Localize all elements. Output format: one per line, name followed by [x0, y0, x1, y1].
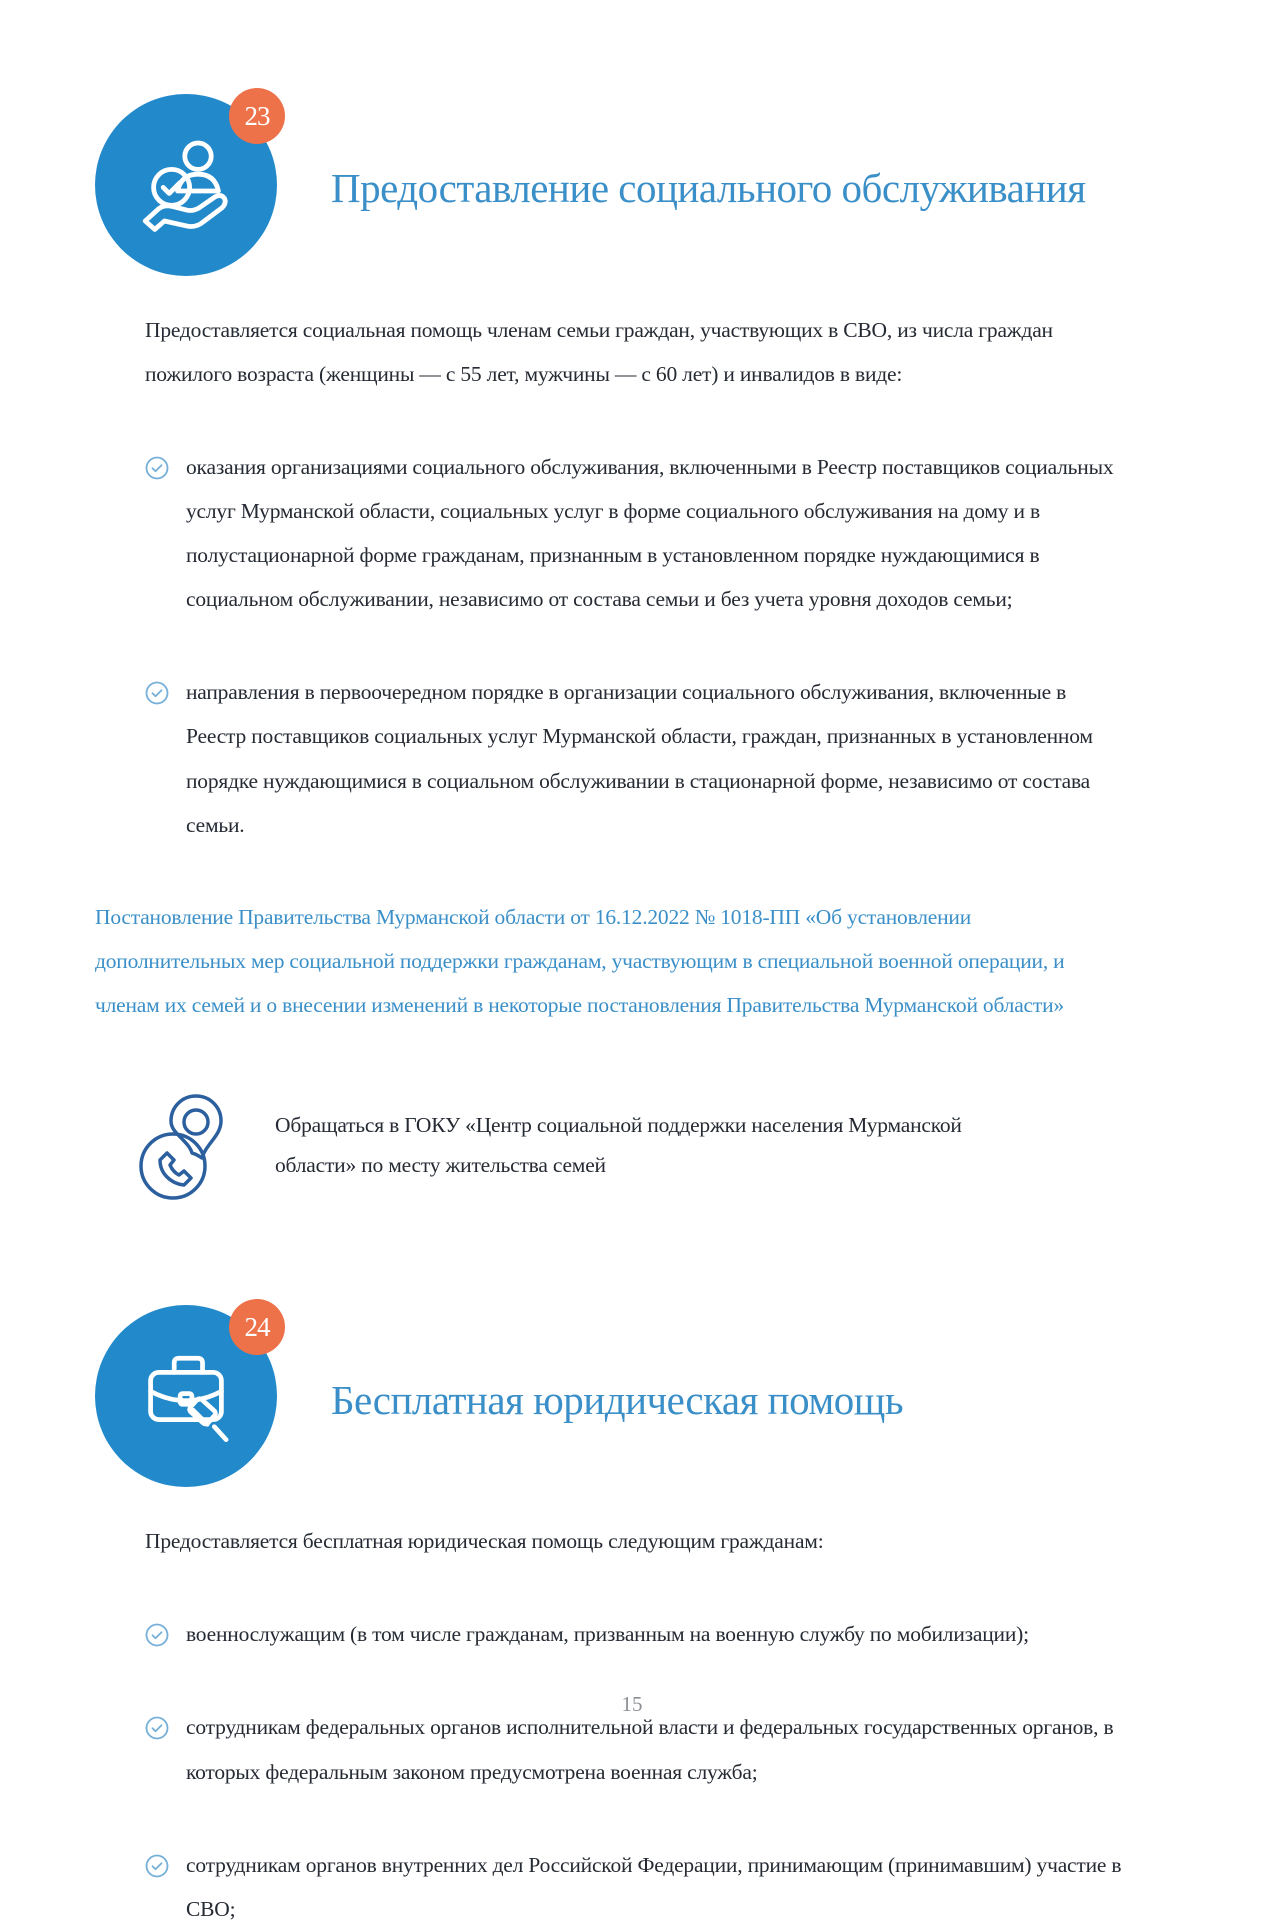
- list-item: [145, 1705, 1124, 1793]
- section-24-bullet-list: [145, 1612, 1124, 1930]
- bullet-text: направления в первоочередном порядке в организации социального обслуживания, включенные в Реестр поставщиков социальных услуг Мурманской области, граждан, признанных в установленном порядке нуждающимися в социальном обслуживании в стационарной форме, независимо от состава семьи.: [186, 680, 1093, 837]
- section-23-number-badge: [229, 88, 285, 144]
- bullet-text: оказания организациями социального обслуживания, включенными в Реестр поставщиков социальных услуг Мурманской области, социальных услуг в форме социального обслуживания на дому и в полустационарной форме гражданам, признанным в установленном порядке нуждающимися в социальном обслуживании, независимо от состава семьи и без учета уровня доходов семьи;: [186, 455, 1114, 612]
- bullet-text: сотрудникам федеральных органов исполнительной власти и федеральных государственных органов, в которых федеральным законом предусмотрена военная служба;: [186, 1715, 1114, 1784]
- briefcase-magnifier-icon: [127, 1337, 245, 1455]
- contact-note: [135, 1085, 1124, 1208]
- check-circle-icon: [145, 1854, 169, 1878]
- section-24-icon-wrap: [95, 1299, 285, 1491]
- check-circle-icon: [145, 1623, 169, 1647]
- bullet-text: военнослужащим (в том числе гражданам, призванным на военную службу по мобилизации);: [186, 1622, 1029, 1647]
- check-circle-icon: [145, 456, 169, 480]
- list-item: [145, 1843, 1124, 1931]
- section-23-bullet-list: [145, 445, 1124, 847]
- section-23-header: [95, 88, 1124, 280]
- section-24-number-badge: [229, 1299, 285, 1355]
- section-24-number: 24: [244, 1311, 270, 1342]
- legal-reference-link[interactable]: Постановление Правительства Мурманской области от 16.12.2022 № 1018-ПП «Об установлении дополнительных мер социальной поддержки гражданам, участвующим в специальной военной операции, и членам их семей и о внесении изменений в некоторые постановления Правительства Мурманской области»: [95, 904, 1065, 1017]
- list-item: [145, 1612, 1124, 1656]
- section-24-header: [95, 1299, 1124, 1491]
- section-23-intro: Предоставляется социальная помощь членам семьи граждан, участвующих в СВО, из числа граждан пожилого возраста (женщины — с 55 лет, мужчины — с 60 лет) и инвалидов в виде:: [145, 318, 1053, 387]
- list-item: [145, 670, 1124, 846]
- page-number: 15: [621, 1692, 643, 1716]
- section-24-title: Бесплатная юридическая помощь: [331, 1376, 904, 1423]
- check-circle-icon: [145, 681, 169, 705]
- care-hand-person-check-icon: [126, 125, 246, 245]
- contact-text: Обращаться в ГОКУ «Центр социальной поддержки населения Мурманской области» по месту жительства семей: [275, 1113, 962, 1178]
- section-23-icon-wrap: [95, 88, 285, 280]
- check-circle-icon: [145, 1716, 169, 1740]
- phone-location-icon: [135, 1088, 227, 1204]
- bullet-text: сотрудникам органов внутренних дел Российской Федерации, принимающим (принимавшим) участие в СВО;: [186, 1852, 1122, 1921]
- section-24-intro: Предоставляется бесплатная юридическая помощь следующим гражданам:: [145, 1529, 824, 1554]
- contact-icon-wrap: [135, 1088, 227, 1204]
- list-item: [145, 445, 1124, 621]
- section-23-title: Предоставление социального обслуживания: [331, 165, 1086, 212]
- section-23-number: 23: [244, 100, 270, 131]
